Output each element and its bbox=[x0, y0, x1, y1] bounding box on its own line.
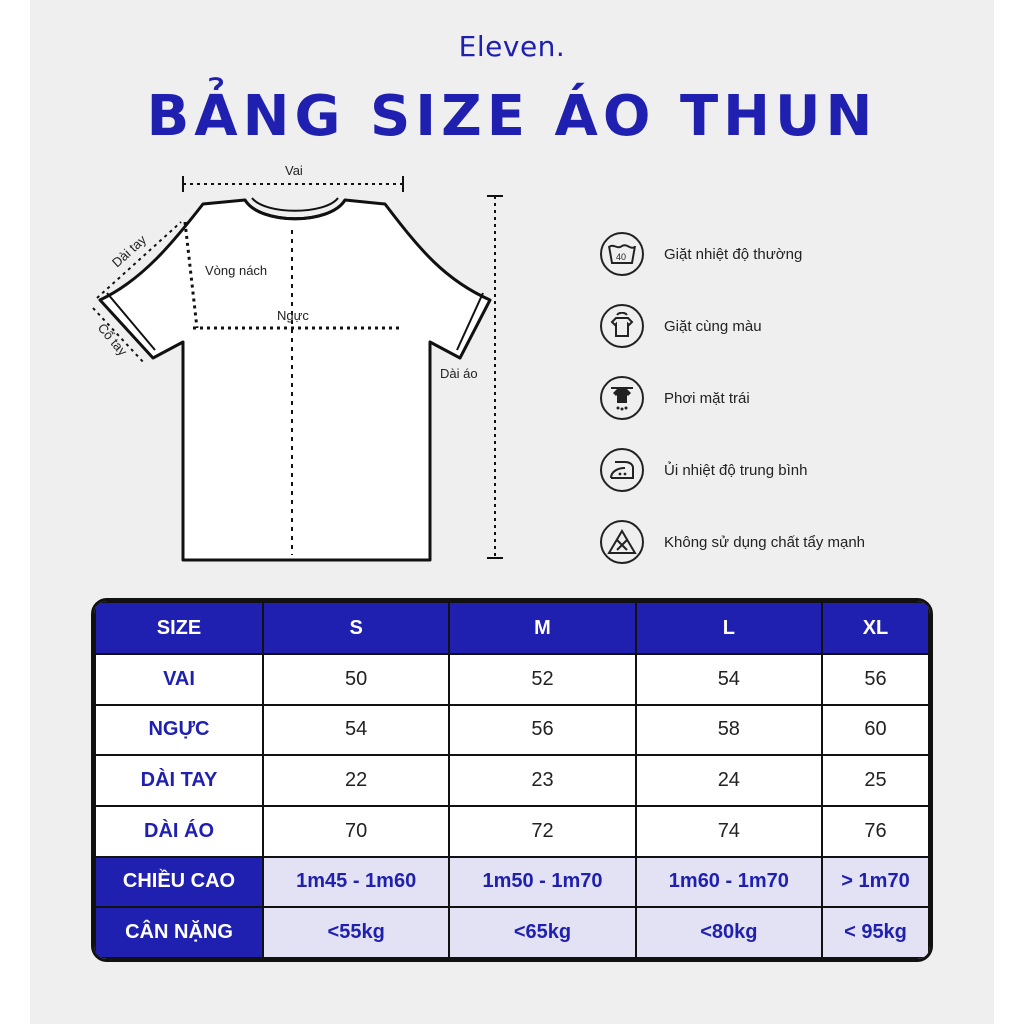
header-cell: S bbox=[264, 603, 448, 653]
table-cell: 1m45 - 1m60 bbox=[264, 858, 448, 907]
row-label: CÂN NẶNG bbox=[96, 908, 262, 957]
size-table bbox=[91, 598, 933, 962]
care-item bbox=[600, 506, 960, 578]
row-label: CHIỀU CAO bbox=[96, 858, 262, 907]
tshirt-outline bbox=[100, 200, 490, 560]
no-bleach-icon bbox=[600, 520, 644, 564]
table-cell: 1m50 - 1m70 bbox=[450, 858, 634, 907]
table-row bbox=[96, 756, 928, 805]
table-cell: 1m60 - 1m70 bbox=[637, 858, 821, 907]
table-cell: 58 bbox=[637, 706, 821, 755]
label-vong-nach: Vòng nách bbox=[205, 263, 268, 278]
table-cell: 22 bbox=[264, 756, 448, 805]
care-item bbox=[600, 290, 960, 362]
table-cell: 60 bbox=[823, 706, 928, 755]
table-row bbox=[96, 706, 928, 755]
tshirt-diagram bbox=[85, 160, 505, 570]
tshirt-neckline bbox=[252, 198, 338, 211]
label-dai-tay: Dài tay bbox=[108, 232, 150, 271]
row-label: VAI bbox=[96, 655, 262, 704]
care-item bbox=[600, 218, 960, 290]
row-label: DÀI TAY bbox=[96, 756, 262, 805]
header-cell: XL bbox=[823, 603, 928, 653]
table-cell: 24 bbox=[637, 756, 821, 805]
dry-inside-out-icon bbox=[600, 376, 644, 420]
table-cell: > 1m70 bbox=[823, 858, 928, 907]
table-cell: 76 bbox=[823, 807, 928, 856]
care-label: Ủi nhiệt độ trung bình bbox=[664, 461, 808, 479]
table-cell: 56 bbox=[450, 706, 634, 755]
table-cell: 23 bbox=[450, 756, 634, 805]
table-cell: 50 bbox=[264, 655, 448, 704]
table-cell: <80kg bbox=[637, 908, 821, 957]
wash-40-icon bbox=[600, 232, 644, 276]
row-label: DÀI ÁO bbox=[96, 807, 262, 856]
care-label: Không sử dụng chất tẩy mạnh bbox=[664, 533, 866, 551]
table-header-row bbox=[96, 603, 928, 653]
label-co-tay: Cổ tay bbox=[94, 320, 131, 359]
table-cell: 56 bbox=[823, 655, 928, 704]
page-title: BẢNG SIZE ÁO THUN bbox=[146, 84, 878, 149]
table-row bbox=[96, 858, 928, 907]
header-cell: M bbox=[450, 603, 634, 653]
table-cell: 72 bbox=[450, 807, 634, 856]
iron-medium-icon bbox=[600, 448, 644, 492]
care-label: Phơi mặt trái bbox=[664, 389, 750, 407]
wash-same-color-icon bbox=[600, 304, 644, 348]
header-cell: SIZE bbox=[96, 603, 262, 653]
care-item bbox=[600, 434, 960, 506]
table-row bbox=[96, 655, 928, 704]
care-label: Giặt nhiệt độ thường bbox=[664, 245, 803, 263]
table-cell: 25 bbox=[823, 756, 928, 805]
brand-logo: Eleven. bbox=[458, 30, 566, 63]
label-dai-ao: Dài áo bbox=[440, 366, 478, 381]
table-row bbox=[96, 908, 928, 957]
table-cell: <55kg bbox=[264, 908, 448, 957]
care-item bbox=[600, 362, 960, 434]
care-label: Giặt cùng màu bbox=[664, 317, 762, 335]
table-cell: < 95kg bbox=[823, 908, 928, 957]
label-vai: Vai bbox=[285, 163, 303, 178]
table-row bbox=[96, 807, 928, 856]
row-label: NGỰC bbox=[96, 706, 262, 755]
table-cell: 54 bbox=[264, 706, 448, 755]
svg-text:40: 40 bbox=[616, 252, 627, 262]
care-instructions bbox=[600, 218, 960, 578]
table-cell: 70 bbox=[264, 807, 448, 856]
table-cell: <65kg bbox=[450, 908, 634, 957]
label-nguc: Ngực bbox=[277, 308, 309, 323]
table-cell: 74 bbox=[637, 807, 821, 856]
table-cell: 54 bbox=[637, 655, 821, 704]
header-cell: L bbox=[637, 603, 821, 653]
table-cell: 52 bbox=[450, 655, 634, 704]
